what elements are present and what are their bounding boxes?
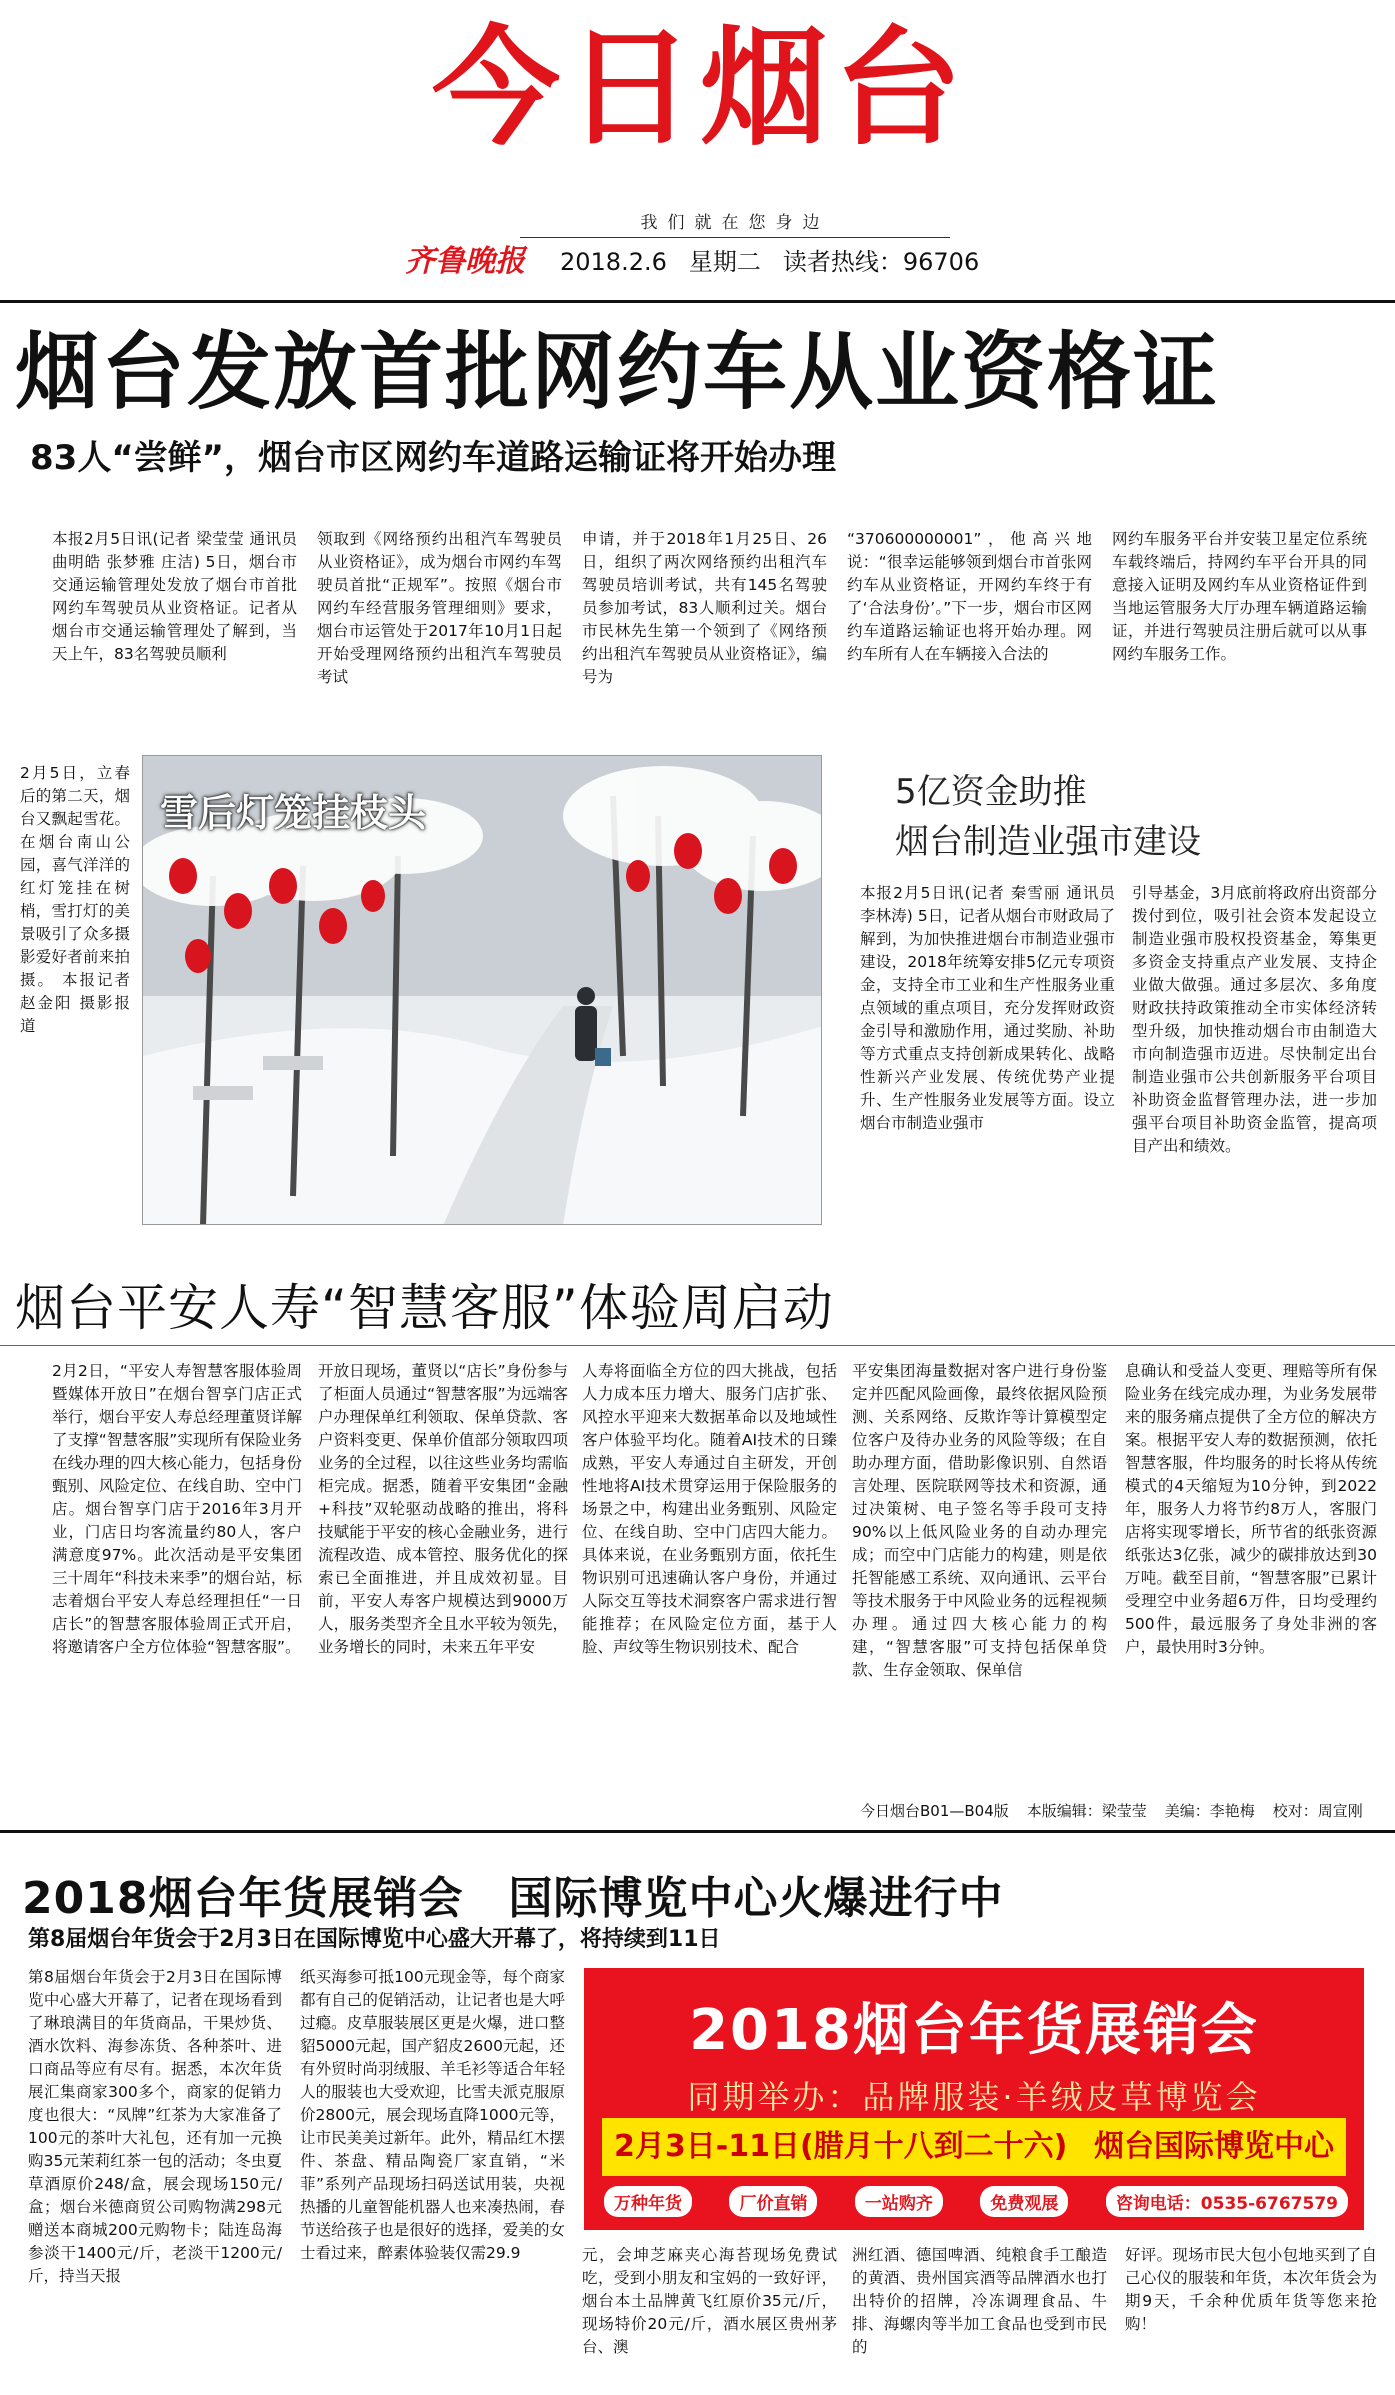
ad-title: 2018烟台年货展销会	[689, 1998, 1259, 2063]
lead-col-4: “370600000001”，他高兴地说：“很幸运能够领到烟台市首张网约车从业资格证，开网约车终于有了‘合法身份’。”下一步，烟台市区网约车道路运输证也将开始办理。网约车所有人在车辆接入合法的	[847, 530, 1092, 663]
credits-line	[860, 1800, 1381, 1821]
photo-headline: 雪后灯笼挂枝头	[160, 791, 427, 835]
second-col-4: 平安集团海量数据对客户进行身份鉴定并匹配风险画像，最终依据风险预测、关系网络、反欺诈等计算模型定位客户及待办业务的风险等级；在自助办理方面，借助影像识别、自然语言处理、医院联网等技术和资源，通过决策树、电子签名等手段可支持90%以上低风险业务的自动办理完成；而空中门店能力的构建，则是依托智能感工系统、双向通讯、云平台等技术服务于中风险业务的远程视频办理。通过四大核心能力的构建，“智慧客服”可支持包括保单贷款、生存金领取、保单信	[852, 1362, 1107, 1679]
ad-date-band	[602, 2118, 1346, 2176]
ad-dates: 2月3日-11日(腊月十八到二十六)	[614, 2129, 1068, 2164]
side-col-1: 本报2月5日讯(记者 秦雪丽 通讯员 李林涛) 5日，记者从烟台市财政局了解到，为加快推进烟台市制造业强市建设，2018年统筹安排5亿元专项资金，支持全市工业和生产性服务业重点领域的重点项目，充分发挥财政资金引导和激励作用，通过奖励、补助等方式重点支持创新成果转化、战略性新兴产业发展、传统优势产业提升、生产性服务业发展等方面。设立烟台市制造业强市	[860, 884, 1115, 1132]
masthead-slogan: 我们就在您身边	[520, 208, 950, 238]
proof-label: 校对：周宣刚	[1272, 1802, 1363, 1820]
ad-chips	[604, 2186, 1348, 2217]
third-col-3: 元，会坤芝麻夹心海苔现场免费试吃，受到小朋友和宝妈的一致好评，烟台本土品牌黄飞红原价35元/斤，现场特价20元/斤，酒水展区贵州茅台、澳	[582, 2246, 837, 2356]
third-col-4: 洲红酒、德国啤酒、纯粮食手工酿造的黄酒、贵州国宾酒等品牌酒水也打出特价的招牌，冷冻调理食品、牛排、海螺肉等半加工食品也受到市民的	[852, 2246, 1107, 2356]
second-headline: 烟台平安人寿“智慧客服”体验周启动	[15, 1279, 834, 1337]
second-col-1: 2月2日，“平安人寿智慧客服体验周暨媒体开放日”在烟台智享门店正式举行，烟台平安人寿总经理董贤详解了支撑“智慧客服”实现所有保险业务在线办理的四大核心能力，包括身份甄别、风险定位、在线自助、空中门店。烟台智享门店于2016年3月开业，门店日均客流量约80人，客户满意度97%。此次活动是平安集团三十周年“科技未来季”的烟台站，标志着烟台平安人寿总经理担任“一日店长”的智慧客服体验周正式开启，将邀请客户全方位体验“智慧客服”。	[52, 1362, 302, 1656]
photo-caption-text: 2月5日，立春后的第二天，烟台又飘起雪花。在烟台南山公园，喜气洋洋的红灯笼挂在树梢，雪打灯的美景吸引了众多摄影爱好者前来拍摄。 本报记者 赵金阳 摄影报道	[20, 764, 130, 1035]
third-col-2: 纸买海参可抵100元现金等，每个商家都有自己的促销活动，让记者也是大呼过瘾。皮草服装展区更是火爆，进口整貂5000元起，国产貂皮2600元起，还有外贸时尚羽绒服、羊毛衫等适合年轻人的服装也大受欢迎，比雪夫派克服原价2800元，展会现场直降1000元等，让市民美美过新年。此外，精品红木摆件、茶盘、精品陶瓷厂家直销，“米菲”系列产品现场扫码送试用装，央视热播的儿童智能机器人也来凑热闹，春节送给孩子也是很好的选择，爱美的女士看过来，醉素体验装仅需29.9	[300, 1968, 565, 2262]
second-col-5: 息确认和受益人变更、理赔等所有保险业务在线完成办理，为业务发展带来的服务痛点提供了全方位的解决方案。根据平安人寿的数据预测，依托智慧客服，件均服务的时长将从传统模式的4天缩短为10分钟，到2022年，服务人力将节约8万人，客服门店将实现零增长，所节省的纸张资源纸张达3亿张，减少的碳排放达到30万吨。截至目前，“智慧客服”已累计受理空中业务超6万件，日均受理约500件，最远服务了身处非洲的客户，最快用时3分钟。	[1125, 1362, 1377, 1656]
third-col-5: 好评。现场市民大包小包地买到了自己心仪的服装和年货，本次年货会为期9天，千余种优质年货等您来抢购！	[1125, 2246, 1377, 2333]
art-label: 美编：李艳梅	[1164, 1802, 1255, 1820]
third-col-1: 第8届烟台年货会于2月3日在国际博览中心盛大开幕了，记者在现场看到了琳琅满目的年货商品，干果炒货、酒水饮料、海参冻货、各种茶叶、进口商品等应有尽有。据悉，本次年货展汇集商家300多个，商家的促销力度也很大：“凤牌”红茶为大家准备了100元的茶叶大礼包，还有加一元换购35元茉莉红茶一包的活动；冬虫夏草酒原价248/盒，展会现场150元/盒；烟台米德商贸公司购物满298元赠送本商城200元购物卡；陆连岛海参淡干1400元/斤，老淡干1200元/斤，持当天报	[28, 1968, 282, 2285]
edition-label: 今日烟台B01—B04版	[860, 1802, 1009, 1820]
ad-phone-chip: 咨询电话：0535-6767579	[1106, 2186, 1348, 2217]
ad-venue: 烟台国际博览中心	[1094, 2129, 1334, 2164]
second-col-3: 人寿将面临全方位的四大挑战，包括人力成本压力增大、服务门店扩张、风控水平迎来大数据革命以及地域性客户体验平均化。随着AI技术的日臻成熟，平安人寿通过自主研发，开创性地将AI技术贯穿运用于保险服务的场景之中，构建出业务甄别、风险定位、在线自助、空中门店四大能力。具体来说，在业务甄别方面，依托生物识别可迅速确认客户身份，并通过人际交互等技术洞察客户需求进行智能推荐；在风险定位方面，基于人脸、声纹等生物识别技术、配合	[582, 1362, 837, 1656]
dateline	[560, 242, 1001, 277]
masthead-title: 今日烟台	[431, 14, 968, 163]
ad-subtitle: 同期举办：品牌服装·羊绒皮草博览会	[687, 2078, 1261, 2116]
lead-headline: 烟台发放首批网约车从业资格证	[15, 323, 1220, 421]
second-rule	[0, 1345, 1395, 1346]
ad-chip: 免费观展	[980, 2186, 1068, 2217]
third-headline: 2018烟台年货展销会 国际博览中心火爆进行中	[22, 1873, 1004, 1924]
issue-weekday: 星期二	[688, 248, 761, 276]
issue-date: 2018.2.6	[560, 248, 667, 276]
qilu-logo: 齐鲁晚报	[405, 244, 525, 279]
ad-chip: 万种年货	[604, 2186, 692, 2217]
ad-chip: 一站购齐	[855, 2186, 943, 2217]
expo-advertisement	[584, 1968, 1364, 2230]
third-subhead: 第8届烟台年货会于2月3日在国际博览中心盛大开幕了，将持续到11日	[28, 1927, 721, 1952]
lead-col-3: 申请，并于2018年1月25日、26日，组织了两次网络预约出租汽车驾驶员培训考试，共有145名驾驶员参加考试，83人顺利过关。烟台市民林先生第一个领到了《网络预约出租汽车驾驶员从业资格证》，编号为	[582, 530, 827, 686]
reader-hotline: 读者热线：96706	[782, 248, 980, 276]
lead-subhead: 83人“尝鲜”，烟台市区网约车道路运输证将开始办理	[30, 438, 837, 478]
editor-label: 本版编辑：梁莹莹	[1026, 1802, 1147, 1820]
bottom-rule	[0, 1830, 1395, 1833]
lead-col-5: 网约车服务平台并安装卫星定位系统车载终端后，持网约车平台开具的同意接入证明及网约车从业资格证件到当地运管服务大厅办理车辆道路运输证，并进行驾驶员注册后就可以从事网约车服务工作。	[1112, 530, 1367, 663]
side-headline-2: 烟台制造业强市建设	[895, 822, 1201, 862]
top-rule	[0, 300, 1395, 303]
second-col-2: 开放日现场，董贤以“店长”身份参与了柜面人员通过“智慧客服”为远端客户办理保单红利领取、保单贷款、客户资料变更、保单价值部分领取四项业务的全过程，以往这些业务均需临柜完成。据悉，随着平安集团“金融+科技”双轮驱动战略的推出，将科技赋能于平安的核心金融业务，进行流程改造、成本管控、服务优化的探索已全面推进，并且成效初显。目前，平安人寿客户规模达到9000万人，服务类型齐全且水平较为领先，业务增长的同时，未来五年平安	[318, 1362, 568, 1656]
ad-chip: 厂价直销	[729, 2186, 817, 2217]
lead-col-1: 本报2月5日讯(记者 梁莹莹 通讯员 曲明皓 张梦雅 庄洁) 5日，烟台市交通运输管理处发放了烟台市首批网约车驾驶员从业资格证。记者从烟台市交通运输管理处了解到，当天上午，83名驾驶员顺利	[52, 530, 297, 663]
lead-col-2: 领取到《网络预约出租汽车驾驶员从业资格证》，成为烟台市网约车驾驶员首批“正规军”。按照《烟台市网约车经营服务管理细则》要求，烟台市运管处于2017年10月1日起开始受理网络预约出租汽车驾驶员考试	[317, 530, 562, 686]
side-col-2: 引导基金，3月底前将政府出资部分拨付到位，吸引社会资本发起设立制造业强市股权投资基金，筹集更多资金支持重点产业发展、支持企业做大做强。通过多层次、多角度财政扶持政策推动全市实体经济转型升级，加快推动烟台市由制造大市向制造强市迈进。尽快制定出台制造业强市公共创新服务平台项目补助资金监督管理办法，进一步加强平台项目补助资金监管，提高项目产出和绩效。	[1132, 884, 1377, 1155]
side-headline-1: 5亿资金助推	[895, 772, 1087, 812]
